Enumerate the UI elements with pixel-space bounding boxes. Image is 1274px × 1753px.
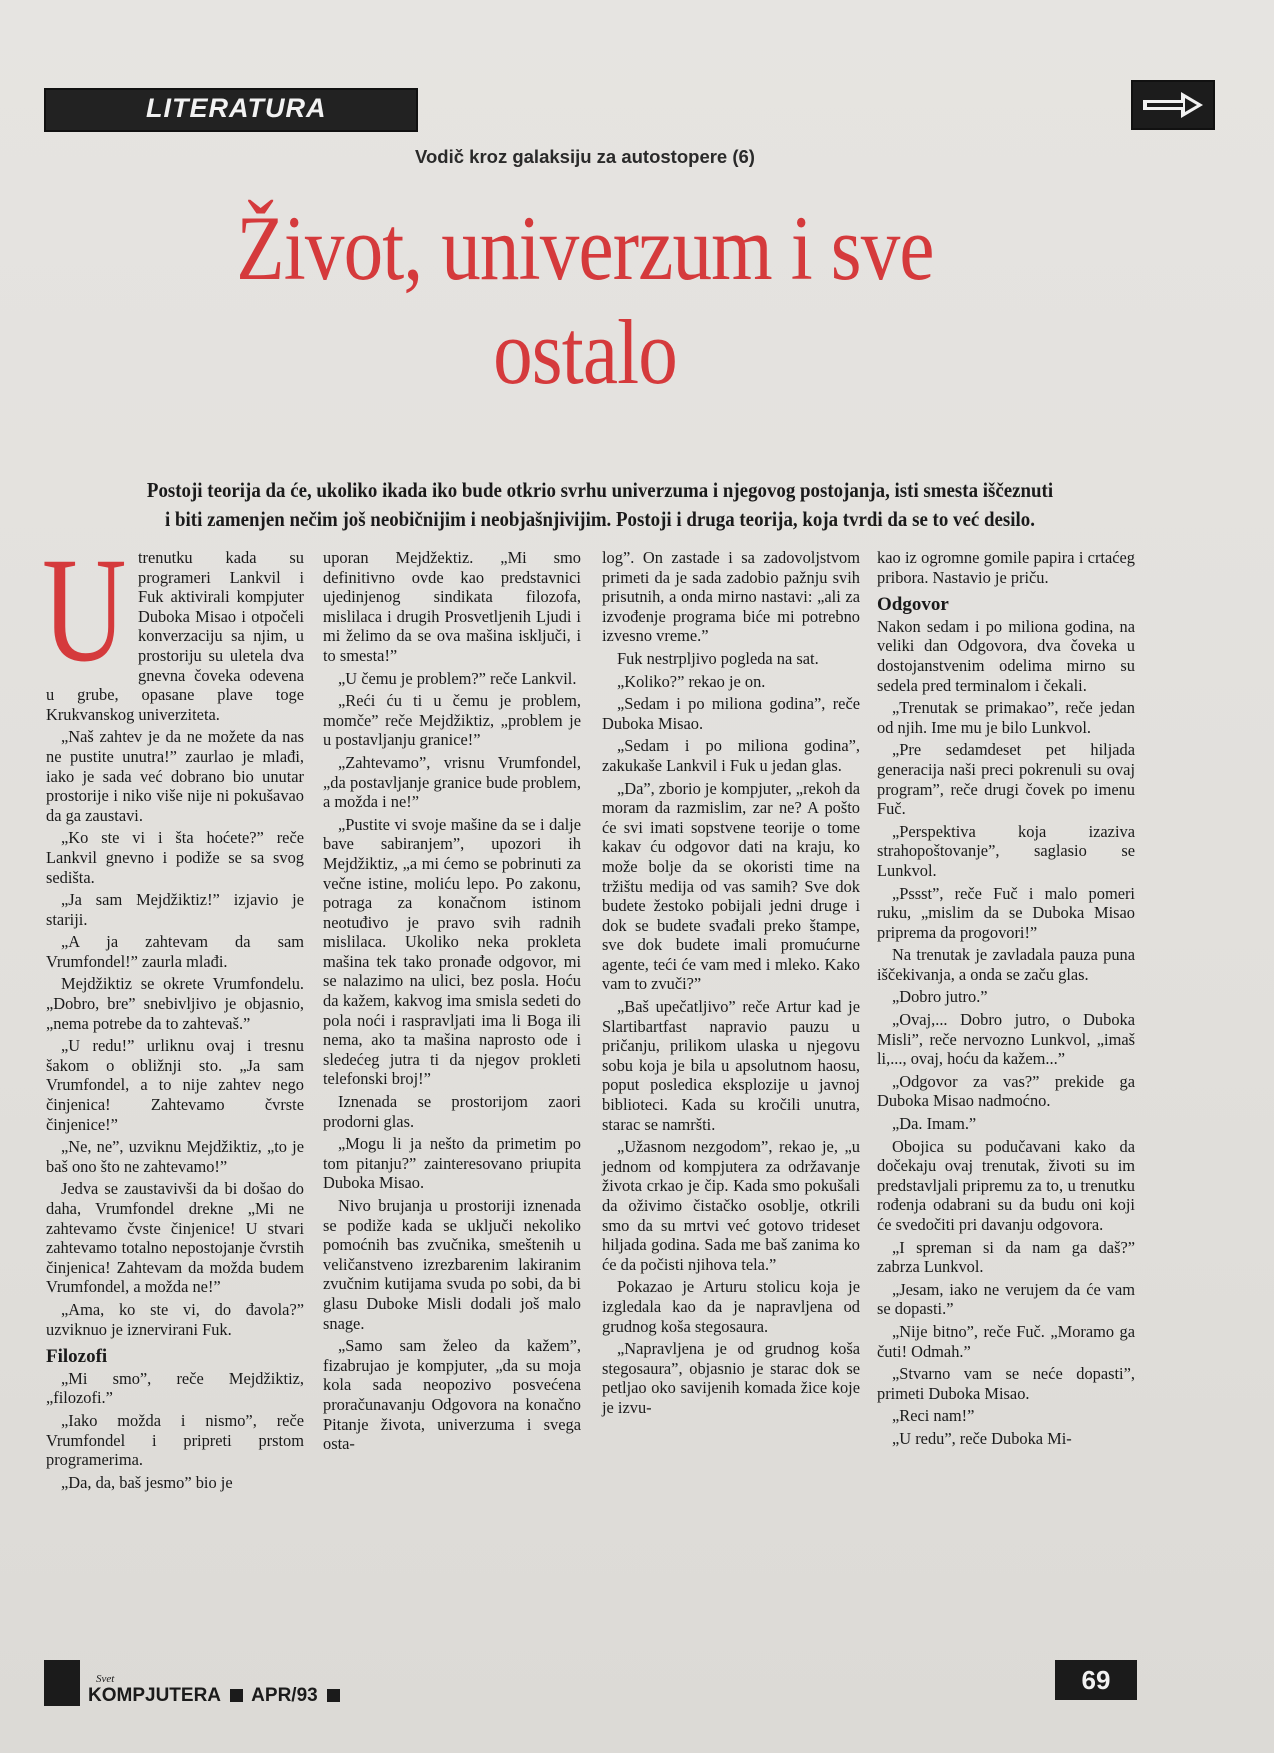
footer-block	[44, 1660, 80, 1706]
magazine-name: KOMPJUTERA	[88, 1685, 221, 1706]
paragraph: „Dobro jutro.”	[892, 987, 988, 1007]
paragraph: „Mogu li ja nešto da primetim po tom pitanju?” zainteresovano priupita Duboka Misao.	[323, 1134, 581, 1193]
paragraph: „Nije bitno”, reče Fuč. „Moramo ga čuti! Odmah.”	[877, 1321, 1135, 1361]
paragraph: „Naš zahtev je da ne možete da nas ne pustite unutra!” zaurlao je mlađi, iako je sada već dobrano bio unutar prostorije i niko više nije ni pokušavao da ga zaustavi.	[46, 727, 304, 825]
paragraph: „Pssst”, reče Fuč i malo pomeri ruku, „mislim da se Duboka Misao priprema da progovori!”	[877, 883, 1135, 942]
square-bullet-icon	[230, 1689, 243, 1702]
paragraph: Pokazao je Arturu stolicu koja je izgledala kao da je napravljena od grudnog koša stegosaura.	[602, 1277, 860, 1336]
paragraph: „U redu”, reče Duboka Mi-	[892, 1428, 1072, 1448]
subheading: Filozofi	[46, 1346, 108, 1368]
drop-cap: U	[42, 527, 127, 693]
paragraph: Mejdžiktiz se okrete Vrumfondelu. „Dobro, bre” snebivljivo je objasnio, „nema potrebe da to zahtevaš.”	[46, 974, 304, 1033]
paragraph: „I spreman si da nam ga daš?” zabrza Lunkvol.	[877, 1237, 1135, 1277]
text-column-1	[42, 527, 304, 1495]
paragraph: Nivo brujanja u prostoriji iznenada se podiže kada se uključi nekoliko pomoćnih bas zvučnika, smeštenih u veličanstveno izrezbarenim lakiranim zvučnim kutijama svuda po sobi, da bi glasu Duboke Misli dodali još malo snage.	[323, 1196, 581, 1333]
paragraph: „U redu!” urliknu ovaj i tresnu šakom o obližnji sto. „Ja sam Vrumfondel, a to nije zahtev nego činjenica! Zahtevamo čvrste činjenice!”	[46, 1036, 304, 1134]
paragraph: „Perspektiva koja izaziva strahopoštovanje”, saglasio se Lunkvol.	[877, 821, 1135, 880]
paragraph: „Trenutak se primakao”, reče jedan od njih. Ime mu je bilo Lunkvol.	[877, 698, 1135, 737]
paragraph: Iznenada se prostorijom zaori prodorni glas.	[323, 1092, 581, 1131]
paragraph: uporan Mejdžektiz. „Mi smo definitivno ovde kao predstavnici ujedinjenog sindikata filozofa, mislilaca i drugih Prosvetljenih Ljudi i mi želimo da se ova mašina isključi, i to smesta!”	[323, 548, 581, 665]
subheading: Odgovor	[877, 594, 949, 616]
paragraph: „Sedam i po miliona godina”, reče Duboka Misao.	[602, 694, 860, 733]
paragraph: Na trenutak je zavladala pauza puna iščekivanja, a onda se začu glas.	[877, 945, 1135, 984]
paragraph: „Da”, zborio je kompjuter, „rekoh da moram da razmislim, zar ne? A pošto će svi imati sopstvene teorije o tome kakav ću odgovor dati na kraju, ko može bolje da se okoristi time na tržištu medija od vas samih? Sve dok budete žestoko pobijali jedni druge i dok se budete svađali preko štampe, sve dok budete imali promućurne agente, teći će vam med i mleko. Kako vam to zvuči?”	[602, 778, 860, 994]
series-kicker: Vodič kroz galaksiju za autostopere (6)	[415, 146, 755, 167]
paragraph: „Mi smo”, reče Mejdžiktiz, „filozofi.”	[46, 1368, 304, 1408]
paragraph: „Ama, ko ste vi, do đavola?” uzviknuo je iznervirani Fuk.	[46, 1299, 304, 1339]
article-title: Život, univerzum i sve ostalo	[236, 197, 934, 403]
paragraph: „Stvarno vam se neće dopasti”, primeti Duboka Misao.	[877, 1364, 1135, 1403]
paragraph: „Da. Imam.”	[892, 1114, 977, 1134]
paragraph: „Samo sam želeo da kažem”, fizabrujao je kompjuter, „da su moja kola sada neopozivo posvećena proračunavanju Odgovora na konačno Pitanje života, univerzuma i svega osta-	[323, 1336, 581, 1454]
paragraph: Nakon sedam i po miliona godina, na veliki dan Odgovora, dva čoveka u dostojanstvenim odelima mirno su sedela pred terminalom i čekali.	[877, 616, 1135, 695]
text-column-3	[602, 548, 860, 1421]
paragraph: Jedva se zaustavivši da bi došao do daha, Vrumfondel drekne „Mi ne zahtevamo čvste činjenice! U stvari zahtevamo totalno nepostojanje čvrstih činjenica! Zahtevam da možda budem Vrumfondel, a možda ne!”	[46, 1179, 304, 1297]
paragraph: „Iako možda i nismo”, reče Vrumfondel i pripreti prstom programerima.	[46, 1410, 304, 1470]
paragraph: „Ne, ne”, uzviknu Mejdžiktiz, „to je baš ono što ne zahtevamo!”	[46, 1137, 304, 1176]
paragraph: log”. On zastade i sa zadovoljstvom primeti da je sada zadobio pažnju svih prisutnih, a onda mirno nastavi: „ali za izvođenje programa biće mi potrebno izvesno vreme.”	[602, 548, 860, 646]
paragraph: „Napravljena je od grudnog koša stegosaura”, objasnio je starac dok se petljao oko savijenih komada žice koje je izvu-	[602, 1339, 860, 1417]
paragraph: „Pustite vi svoje mašine da se i dalje bave sabiranjem”, upozori ih Mejdžiktiz, „a mi ćemo se pobrinuti za večne istine, moliću lepo. Po zakonu, potraga za konačnom istinom neotuđivo je pravo svih radnih mislilaca. Ukoliko neka prokleta mašina tek tako pronađe odgovor, mi se nalazimo na ulici, bez posla. Hoću da kažem, kakvog ima smisla sedeti do pola noći i raspravljati ima li Boga ili nema, ako ta mašina naprosto ode i sledećeg jutra ti da njegov prokleti telefonski broj!”	[323, 814, 581, 1089]
page-number: 69	[1055, 1660, 1137, 1700]
footer-small-label: Svet	[96, 1673, 115, 1685]
paragraph: „Sedam i po miliona godina”, zakukaše Lankvil i Fuk u jedan glas.	[602, 736, 860, 775]
paragraph: „Reći ću ti u čemu je problem, momče” reče Mejdžiktiz, „problem je u postavljanju granice!”	[323, 691, 581, 750]
paragraph: kao iz ogromne gomile papira i crtaćeg pribora. Nastavio je priču.	[877, 548, 1135, 587]
section-bar	[44, 88, 418, 132]
paragraph: „Ko ste vi i šta hoćete?” reče Lankvil gnevno i podiže se sa svog sedišta.	[46, 828, 304, 887]
paragraph: „Užasnom nezgodom”, rekao je, „u jednom od kompjutera za održavanje života crkao je čip. Kada smo pokušali da oživimo čistačko osoblje, otkrili smo da su mrtvi već gotovo trideset hiljada godina. Sada me baš zanima ko će da počisti njihova tela.”	[602, 1137, 860, 1274]
article-lede: Postoji teorija da će, ukoliko ikada iko bude otkrio svrhu univerzuma i njegovog postojanja, isti smesta iščeznuti i biti zamenjen nečim još neobičnijim i neobjašnjivijim. Postoji i druga teorija, koja tvrdi da se to već desilo.	[146, 478, 1054, 531]
paragraph: „U čemu je problem?” reče Lankvil.	[338, 668, 577, 688]
paragraph: „Reci nam!”	[892, 1406, 975, 1426]
section-label: LITERATURA	[146, 93, 327, 123]
paragraph: „Pre sedamdeset pet hiljada generacija naši preci pokrenuli su ovaj program”, reče drugi čovek po imenu Fuč.	[877, 740, 1135, 819]
paragraph: „Ja sam Mejdžiktiz!” izjavio je stariji.	[46, 890, 304, 929]
paragraph: „Zahtevamo”, vrisnu Vrumfondel, „da postavljanje granice bude problem, a možda i ne!”	[323, 752, 581, 812]
text-column-2	[323, 548, 581, 1457]
text-column-4	[877, 548, 1135, 1452]
paragraph: „Jesam, iako ne verujem da će vam se dopasti.”	[877, 1279, 1135, 1319]
paragraph: „Baš upečatljivo” reče Artur kad je Slartibartfast napravio pauzu u pričanju, prilikom ulaska u njegovu sobu koja je bila u apsolutnom haosu, poput posledica eksplozije u javnoj biblioteci. Kada su kročili unutra, starac se namršti.	[602, 997, 860, 1134]
paragraph: trenutku kada su programeri Lankvil i Fuk aktivirali kompjuter Duboka Misao i otpočeli konverzaciju sa njim, u prostoriju su uletela dva gnevna čoveka odevena u grube, opasane plave toge Krukvanskog univerziteta.	[46, 548, 304, 724]
issue-label: APR/93	[251, 1685, 318, 1706]
paragraph: „A ja zahtevam da sam Vrumfondel!” zaurla mlađi.	[46, 932, 304, 971]
continue-arrow-box	[1131, 80, 1215, 130]
right-arrow-icon	[1141, 90, 1205, 120]
paragraph: „Ovaj,... Dobro jutro, o Duboka Misli”, reče nervozno Lunkvol, „imaš li,..., ovaj, hoću da kažem...”	[877, 1010, 1135, 1069]
paragraph: Fuk nestrpljivo pogleda na sat.	[617, 648, 819, 668]
paragraph: „Odgovor za vas?” prekide ga Duboka Misao nadmoćno.	[877, 1071, 1135, 1111]
footer-masthead	[88, 1673, 344, 1707]
paragraph: Obojica su podučavani kako da dočekaju ovaj trenutak, životi su im predstavljali pripremu za to, u trenutku rođenja odabrani su da budu oni koji će svedočiti pri davanju odgovora.	[877, 1136, 1135, 1234]
paragraph: „Koliko?” rekao je on.	[617, 671, 766, 691]
square-bullet-icon	[327, 1689, 340, 1702]
paragraph: „Da, da, baš jesmo” bio je	[61, 1472, 233, 1492]
